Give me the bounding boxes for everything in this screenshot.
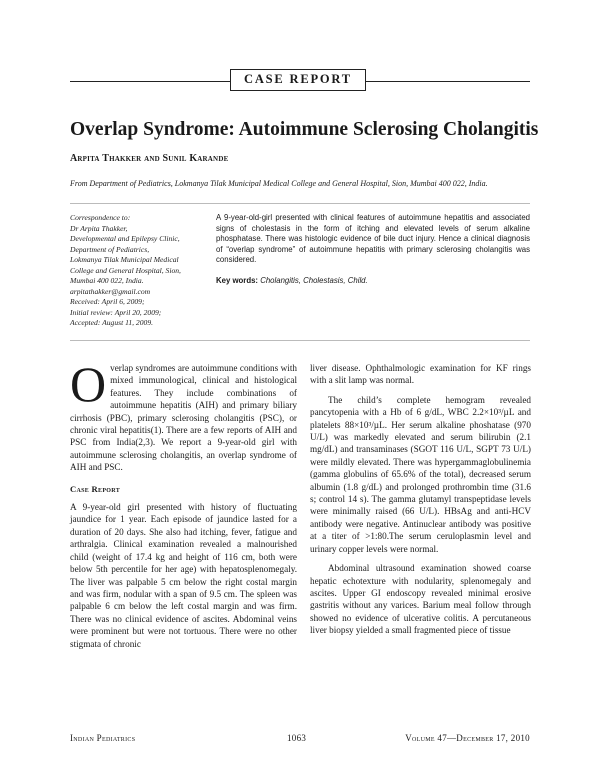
keywords-label: Key words: (216, 276, 259, 285)
intro-paragraph (70, 356, 297, 474)
case-paragraph: A 9-year-old girl presented with history of fluctuating jaundice for 1 year. Each episode of jaundice lasted for a duration of 20 days. She also had itching, fever, fatigue and arthralgia. Clinical examination revealed a malnourished child (weight of 17.4 kg and height of 116 cm, both were below 5th percentile for her age) with hepatosplenomegaly. The liver was palpable 5 cm below the right costal margin and was firm, nodular with a span of 9.5 cm. The spleen was palpable 6 cm below the left costal margin and was firm. There was no clinical evidence of ascites. Abdominal veins were prominent but were not tortuous. There were no other stigmata of chronic (70, 502, 297, 649)
paragraph: Abdominal ultrasound examination showed coarse hepatic echotexture with nodularity, splenomegaly and ascites. Upper GI endoscopy revealed minimal erosive gastritis without any varices. Barium meal follow through showed no evidence of ulcerative colitis. A percutaneous liver biopsy yielded a small fragmented piece of tissue (310, 563, 531, 636)
authors: Arpita Thakker and Sunil Karande (70, 153, 229, 164)
correspondence-block (70, 213, 208, 329)
header-divider-bottom (70, 340, 530, 341)
correspondence-line: Lokmanya Tilak Municipal Medical (70, 255, 179, 264)
body-column-left (70, 356, 297, 650)
correspondence-line: Received: April 6, 2009; (70, 297, 145, 306)
correspondence-line: Department of Pediatrics, (70, 244, 150, 254)
body-column-right (310, 362, 531, 637)
section-label: CASE REPORT (230, 69, 366, 91)
intro-text: verlap syndromes are autoimmune conditions with mixed immunological, clinical and histological features. They include combinations of autoimmune hepatitis (AIH) and primary biliary cirrhosis (PBC), primary sclerosing cholangitis (PSC), or chronic viral hepatitis(1). There are a few reports of AIH and PSC from India(2,3). We report a 9-year-old girl with autoimmune sclerosing cholangitis, an overlap syndrome of AIH and PSC. (70, 363, 297, 473)
footer-volume: Volume 47—December 17, 2010 (405, 733, 530, 743)
keywords-list: Cholangitis, Cholestasis, Child. (260, 276, 368, 285)
footer-page-number: 1063 (287, 733, 307, 743)
correspondence-line: Initial review: April 20, 2009; (70, 307, 162, 317)
affiliation: From Department of Pediatrics, Lokmanya Tilak Municipal Medical College and General Hospital, Sion, Mumbai 400 022, India. (70, 179, 488, 188)
drop-cap: O (70, 356, 107, 412)
paragraph: The child’s complete hemogram revealed pancytopenia with a Hb of 6 g/dL, WBC 2.2×10³/µL and platelets 88×10³/µL. Her serum alkaline phoshatase (970 U/L) was markedly elevated and serum bilirubin (2.1 mg/dL) and transaminases (SGOT 116 U/L, SGPT 73 U/L) were mildly elevated. There was hypergammaglobulinemia (gamma globulins of 65.6% of the total), decreased serum albumin (1.8 g/dL) and prolonged prothrombin time (31.6 s; control 14 s). The gamma glutamyl transpeptidase levels were minimally raised (66 U/L). HBsAg and anti-HCV antibody were negative. Antinuclear antibody was positive at a titer of >1:80.The serum ceruloplasmin level and urinary copper levels were normal. (310, 394, 531, 554)
correspondence-line: Developmental and Epilepsy Clinic, (70, 234, 180, 243)
footer-journal: Indian Pediatrics (70, 733, 136, 743)
paragraph: liver disease. Ophthalmologic examination for KF rings with a slit lamp was normal. (310, 363, 531, 386)
correspondence-line: Correspondence to: (70, 213, 131, 222)
article-title: Overlap Syndrome: Autoimmune Sclerosing Cholangitis (70, 119, 539, 140)
keywords (216, 276, 530, 285)
correspondence-email[interactable]: arpitathakker@gmail.com (70, 286, 151, 296)
correspondence-line: Accepted: August 11, 2009. (70, 318, 154, 327)
correspondence-line: Mumbai 400 022, India. (70, 276, 144, 285)
correspondence-line: Dr Arpita Thakker, (70, 223, 128, 233)
header-divider-top (70, 203, 530, 204)
case-report-heading: Case Report (70, 483, 120, 494)
abstract: A 9-year-old-girl presented with clinical features of autoimmune hepatitis and associated signs of cholestasis in the form of itching and elevated levels of serum alkaline phosphatase. There was histologic evidence of bile duct injury. Hence a clinical diagnosis of “overlap syndrome” of autoimmune hepatitis with primary sclerosing cholangitis was considered. (216, 213, 530, 264)
correspondence-line: College and General Hospital, Sion, (70, 265, 181, 275)
